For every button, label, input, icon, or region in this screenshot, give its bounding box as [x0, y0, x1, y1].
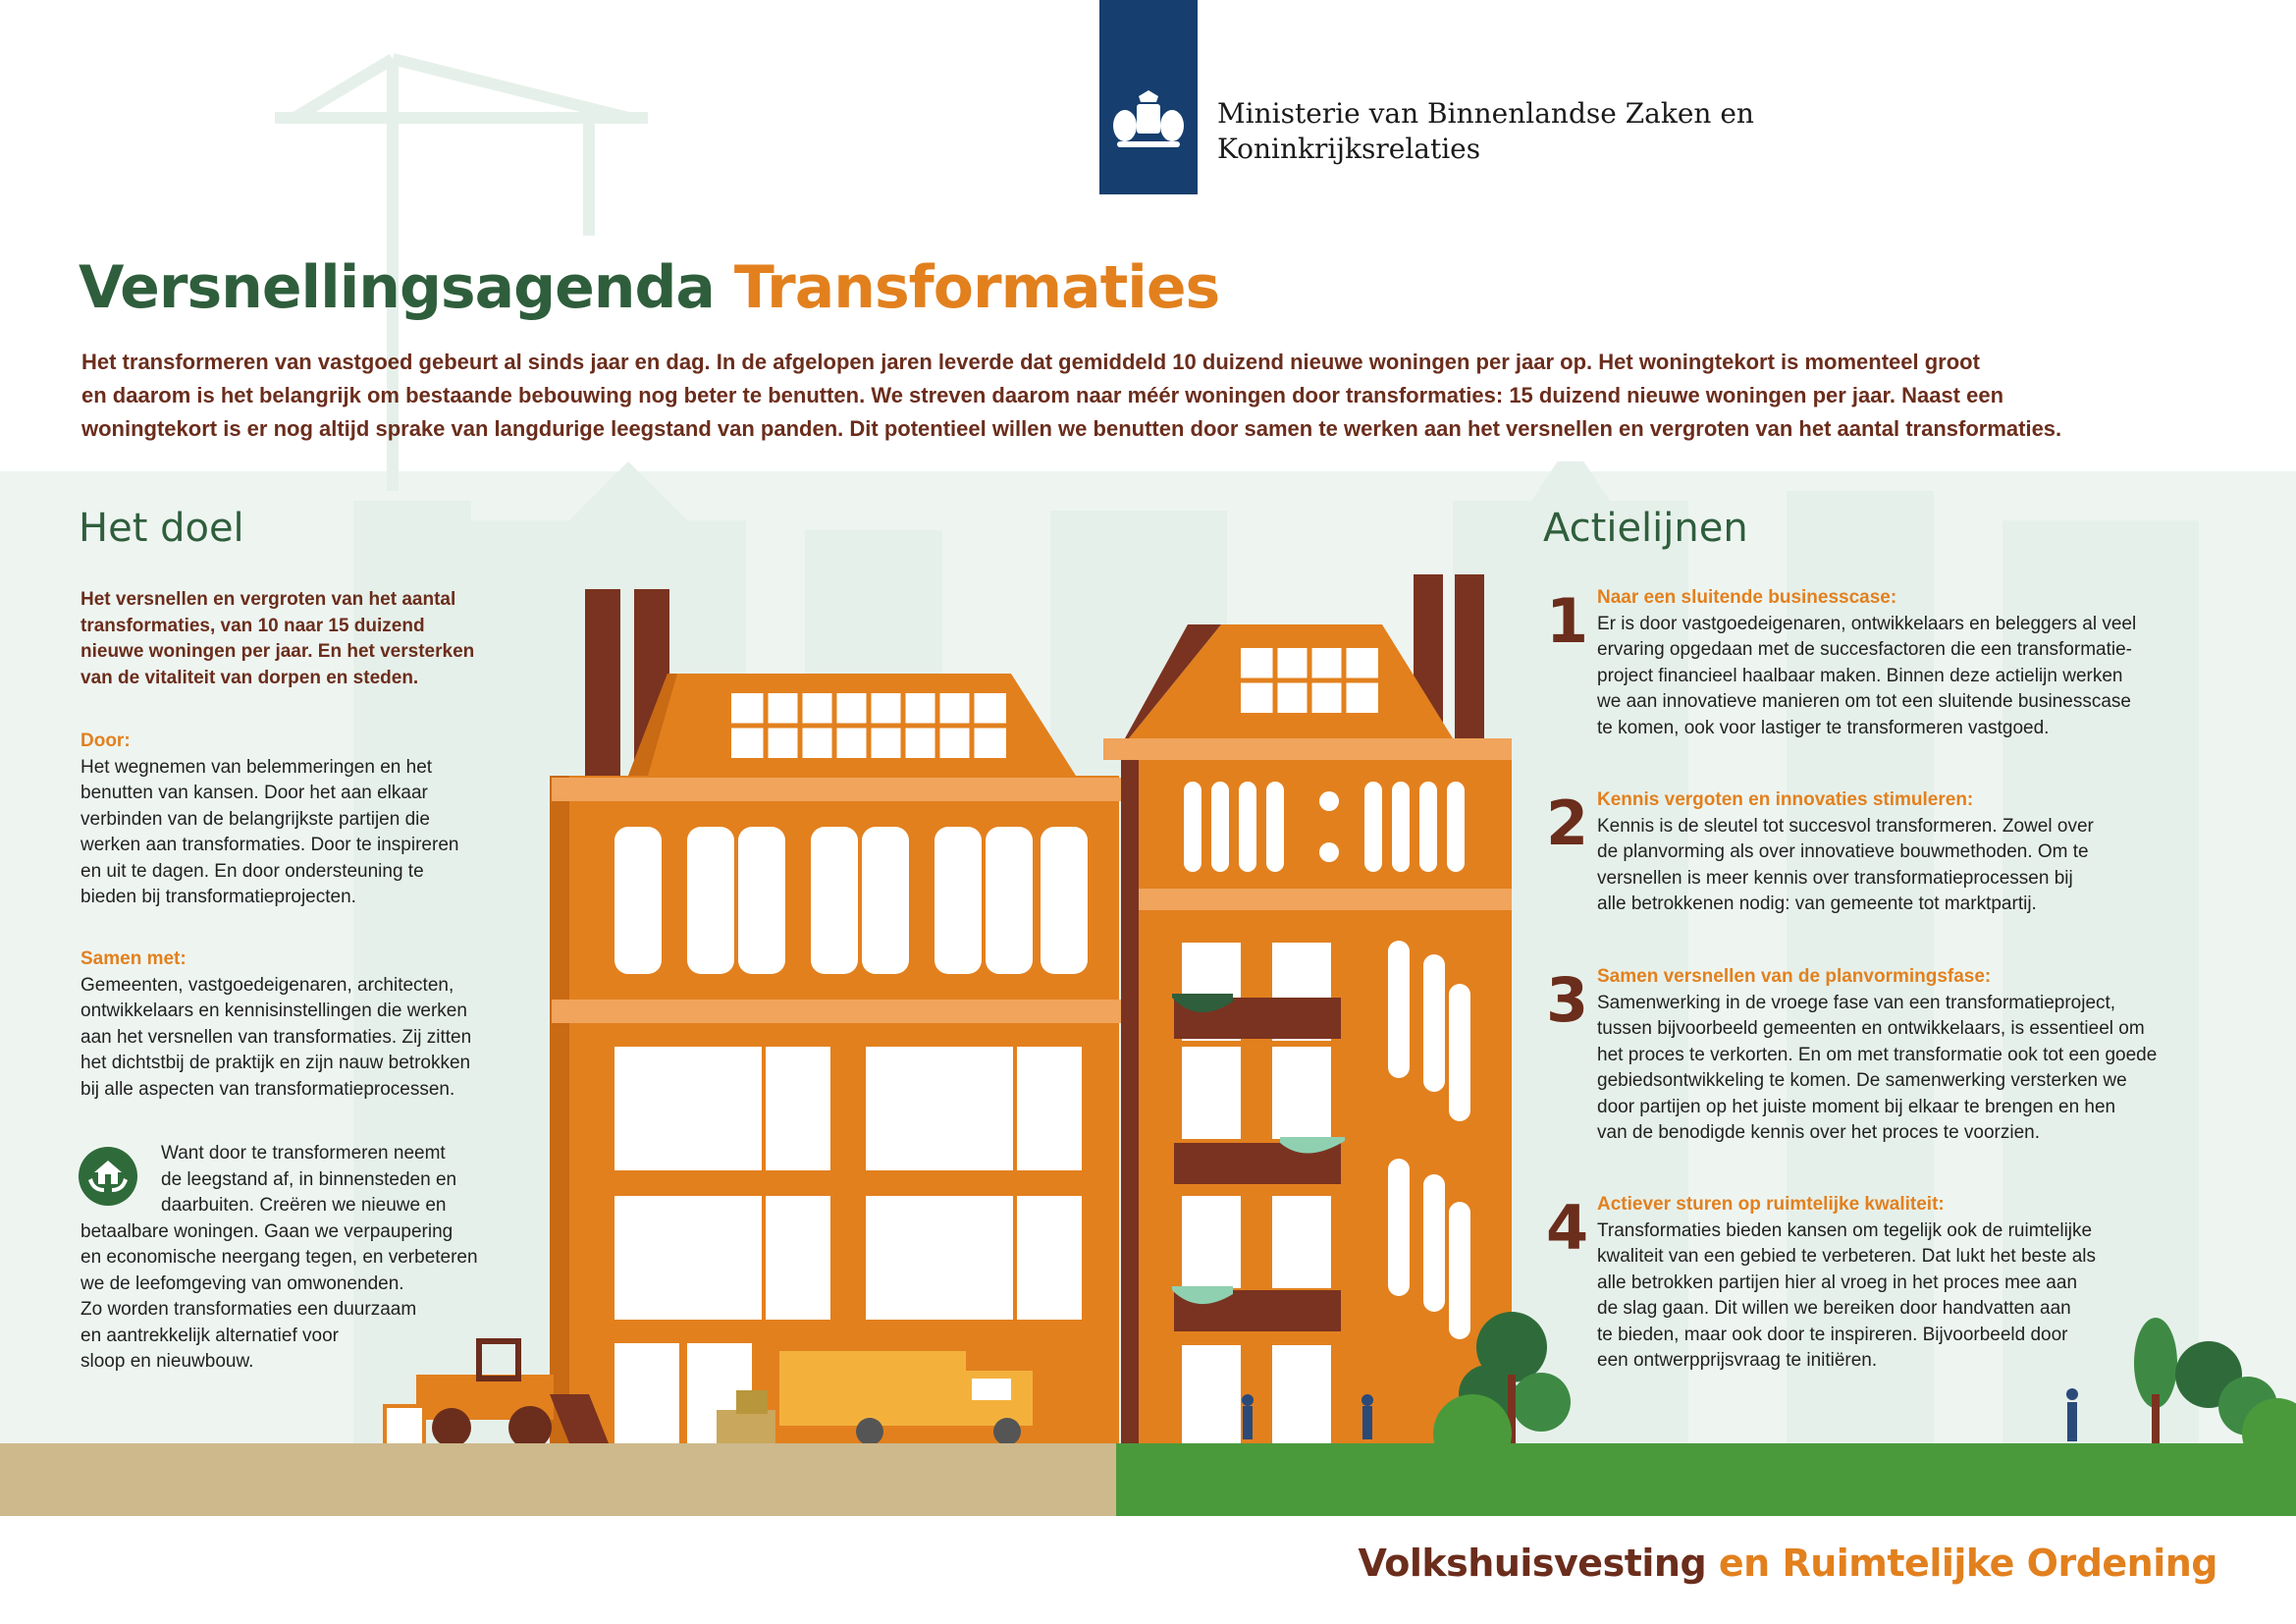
action-title: Kennis vergoten en innovaties stimuleren: — [1597, 789, 1974, 810]
door-line: werken aan transformaties. Door te inspireren — [80, 835, 459, 855]
samen-line: aan het versnellen van transformaties. Zij zitten — [80, 1026, 472, 1048]
intro-line: Het transformeren van vastgoed gebeurt al sinds jaar en dag. In de afgelopen jaren leverde dat gemiddeld 10 duizend nieuwe woningen per jaar op. Het woningtekort is momenteel groot — [81, 350, 1980, 374]
page-title — [79, 253, 1219, 322]
want-line: de leegstand af, in binnensteden en — [161, 1168, 457, 1190]
action-number: 4 — [1546, 1192, 1589, 1264]
action-line: te komen, ook voor lastiger te transformeren vastgoed. — [1597, 717, 2050, 738]
action-line: alle betrokken partijen hier al vroeg in het proces mee aan — [1597, 1272, 2078, 1293]
door-label: Door: — [80, 731, 131, 751]
goal-line: nieuwe woningen per jaar. En het versterken — [80, 641, 475, 662]
actielijnen-heading: Actielijnen — [1543, 506, 1748, 551]
want-line: sloop en nieuwbouw. — [80, 1351, 254, 1372]
door-line: bieden bij transformatieprojecten. — [80, 887, 356, 907]
want-line: we de leefomgeving van omwonenden. — [80, 1272, 404, 1294]
goal-line: transformaties, van 10 naar 15 duizend — [80, 615, 425, 636]
footer-part-2: en Ruimtelijke Ordening — [1718, 1542, 2217, 1585]
coat-of-arms-icon — [1109, 86, 1188, 165]
action-line: alle betrokkenen nodig: van gemeente tot marktpartij. — [1597, 893, 2037, 914]
ground-grass — [1116, 1443, 2296, 1516]
samen-label: Samen met: — [80, 948, 187, 969]
intro-line: woningtekort is er nog altijd sprake van langdurige leegstand van panden. Dit potentieel willen we benutten door samen te werken aan het versnellen en vergroten van het aantal transformaties. — [81, 416, 2062, 441]
action-line: de slag gaan. Dit willen we bereiken door handvatten aan — [1597, 1298, 2071, 1319]
ministry-name — [1217, 96, 1754, 167]
door-line: benutten van kansen. Door het aan elkaar — [80, 783, 428, 803]
intro-line: en daarom is het belangrijk om bestaande bebouwing nog beter te benutten. We streven daarom naar méér woningen door transformaties: 15 duizend nieuwe woningen per jaar. Naast een — [81, 383, 2004, 407]
action-line: we aan innovatieve manieren om tot een sluitende businesscase — [1597, 691, 2131, 712]
action-line: Samenwerking in de vroege fase van een transformatieproject, — [1597, 992, 2116, 1013]
goal-line: van de vitaliteit van dorpen en steden. — [80, 667, 419, 688]
ground-sand — [0, 1443, 1116, 1516]
action-number: 1 — [1546, 585, 1589, 657]
samen-line: Gemeenten, vastgoedeigenaren, architecten, — [80, 974, 454, 996]
action-line: Transformaties bieden kansen om tegelijk ook de ruimtelijke — [1597, 1219, 2093, 1241]
footer-title — [1358, 1542, 2217, 1585]
want-line: daarbuiten. Creëren we nieuwe en — [161, 1195, 447, 1216]
ministry-line-2: Koninkrijksrelaties — [1217, 133, 1481, 165]
action-line: tussen bijvoorbeeld gemeenten en ontwikkelaars, is essentieel om — [1597, 1018, 2145, 1039]
intro-paragraph — [81, 346, 2123, 446]
door-line: en uit te dagen. En door ondersteuning te — [80, 860, 424, 882]
action-line: door partijen op het juiste moment bij elkaar te brengen en hen — [1597, 1096, 2116, 1117]
action-title: Actiever sturen op ruimtelijke kwaliteit: — [1597, 1194, 1945, 1215]
logo-bar — [1099, 0, 1198, 194]
action-line: gebiedsontwikkeling te komen. De samenwerking versterken we — [1597, 1070, 2127, 1091]
title-part-1: Versnellingsagenda — [79, 253, 715, 322]
action-line: project financieel haalbaar maken. Binnen deze actielijn werken — [1597, 665, 2123, 686]
door-line: Het wegnemen van belemmeringen en het — [80, 756, 433, 778]
action-title: Naar een sluitende businesscase: — [1597, 587, 1897, 608]
want-line: en economische neergang tegen, en verbeteren — [80, 1247, 478, 1268]
action-line: het proces te verkorten. En om met transformatie ook tot een goede — [1597, 1044, 2158, 1065]
want-line: betaalbare woningen. Gaan we verpaupering — [80, 1220, 454, 1242]
doel-heading: Het doel — [79, 506, 244, 551]
samen-line: bij alle aspecten van transformatieprocessen. — [80, 1078, 455, 1100]
action-number: 3 — [1546, 964, 1589, 1036]
want-line: en aantrekkelijk alternatief voor — [80, 1325, 339, 1346]
title-part-2: Transformaties — [733, 253, 1220, 322]
footer-part-1: Volkshuisvesting — [1358, 1542, 1707, 1585]
goal-line: Het versnellen en vergroten van het aantal — [80, 589, 456, 610]
want-line: Zo worden transformaties een duurzaam — [80, 1299, 417, 1320]
action-line: te bieden, maar ook door te inspireren. Bijvoorbeeld door — [1597, 1324, 2068, 1345]
samen-line: het dichtstbij de praktijk en zijn nauw betrokken — [80, 1053, 471, 1073]
action-line: Kennis is de sleutel tot succesvol transformeren. Zowel over — [1597, 815, 2094, 837]
want-line: Want door te transformeren neemt — [161, 1143, 446, 1164]
door-line: verbinden van de belangrijkste partijen die — [80, 808, 430, 830]
action-line: versnellen is meer kennis over transformatieprocessen bij — [1597, 867, 2073, 889]
action-line: van de benodigde kennis over het proces te voorzien. — [1597, 1122, 2041, 1143]
action-line: ervaring opgedaan met de succesfactoren die een transformatie- — [1597, 639, 2132, 660]
action-title: Samen versnellen van de planvormingsfase: — [1597, 966, 1992, 987]
action-line: een ontwerpprijsvraag te initiëren. — [1597, 1350, 1878, 1371]
action-line: de planvorming als over innovatieve bouwmethoden. Om te — [1597, 841, 2089, 862]
ministry-line-1: Ministerie van Binnenlandse Zaken en — [1217, 97, 1754, 130]
action-line: kwaliteit van een gebied te verbeteren. Dat lukt het beste als — [1597, 1246, 2097, 1267]
samen-line: ontwikkelaars en kennisinstellingen die werken — [80, 1001, 467, 1021]
action-number: 2 — [1546, 787, 1589, 859]
action-line: Er is door vastgoedeigenaren, ontwikkelaars en beleggers al veel — [1597, 613, 2137, 634]
